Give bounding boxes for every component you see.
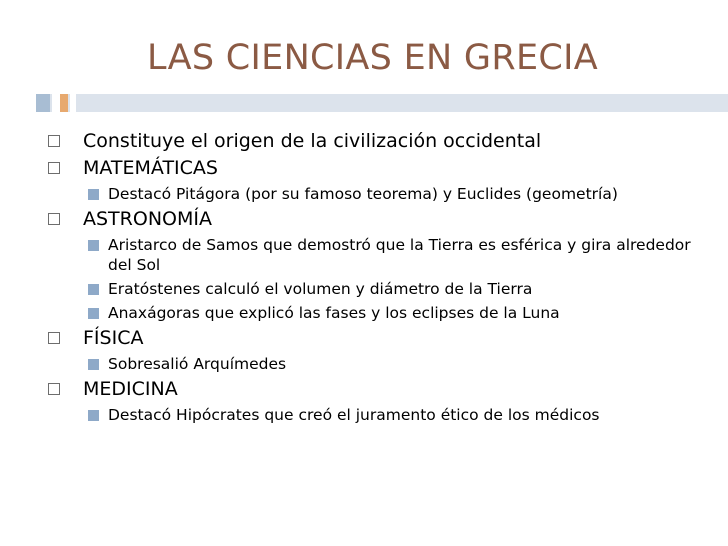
- sub-list-item-text: Anaxágoras que explicó las fases y los eclipses de la Luna: [108, 304, 560, 322]
- list-item-text: ASTRONOMÍA: [83, 208, 212, 230]
- sub-list-item: [45, 279, 708, 299]
- sub-list-item: [45, 235, 708, 275]
- list-item: [45, 378, 708, 401]
- slide-title: LAS CIENCIAS EN GRECIA: [147, 38, 598, 78]
- filled-square-bullet-icon: [88, 359, 99, 370]
- sub-list-item: [45, 184, 708, 204]
- filled-square-bullet-icon: [88, 240, 99, 251]
- sub-list-item: [45, 354, 708, 374]
- list-item-text: MATEMÁTICAS: [83, 157, 218, 179]
- sub-list-item-text: Destacó Pitágora (por su famoso teorema) y Euclides (geometría): [108, 185, 618, 203]
- sub-list-item: [45, 303, 708, 323]
- band-square-2: [36, 94, 50, 112]
- sub-list-item-text: Sobresalió Arquímedes: [108, 355, 287, 373]
- filled-square-bullet-icon: [88, 284, 99, 295]
- list-item: [45, 157, 708, 180]
- list-item-text: FÍSICA: [83, 327, 144, 349]
- sub-list-item-text: Destacó Hipócrates que creó el juramento ético de los médicos: [108, 406, 600, 424]
- sub-list-item-text: Aristarco de Samos que demostró que la Tierra es esférica y gira alrededor del Sol: [108, 236, 691, 274]
- sub-list-item-text: Eratóstenes calculó el volumen y diámetro de la Tierra: [108, 280, 533, 298]
- sub-list-item: [45, 405, 708, 425]
- list-item: [45, 208, 708, 231]
- band-square-5: [70, 94, 76, 112]
- band-square-1: [0, 94, 36, 112]
- band-square-4: [60, 94, 68, 112]
- square-bullet-icon: [48, 383, 60, 395]
- band-square-3: [52, 94, 60, 112]
- list-item: [45, 327, 708, 350]
- decorative-squares: [0, 94, 76, 112]
- square-bullet-icon: [48, 213, 60, 225]
- list-item-text: Constituye el origen de la civilización occidental: [83, 130, 542, 152]
- filled-square-bullet-icon: [88, 189, 99, 200]
- square-bullet-icon: [48, 332, 60, 344]
- bullet-list: [45, 130, 708, 429]
- filled-square-bullet-icon: [88, 410, 99, 421]
- square-bullet-icon: [48, 135, 60, 147]
- list-item-text: MEDICINA: [83, 378, 178, 400]
- list-item: [45, 130, 708, 153]
- filled-square-bullet-icon: [88, 308, 99, 319]
- square-bullet-icon: [48, 162, 60, 174]
- decorative-band: [0, 94, 728, 112]
